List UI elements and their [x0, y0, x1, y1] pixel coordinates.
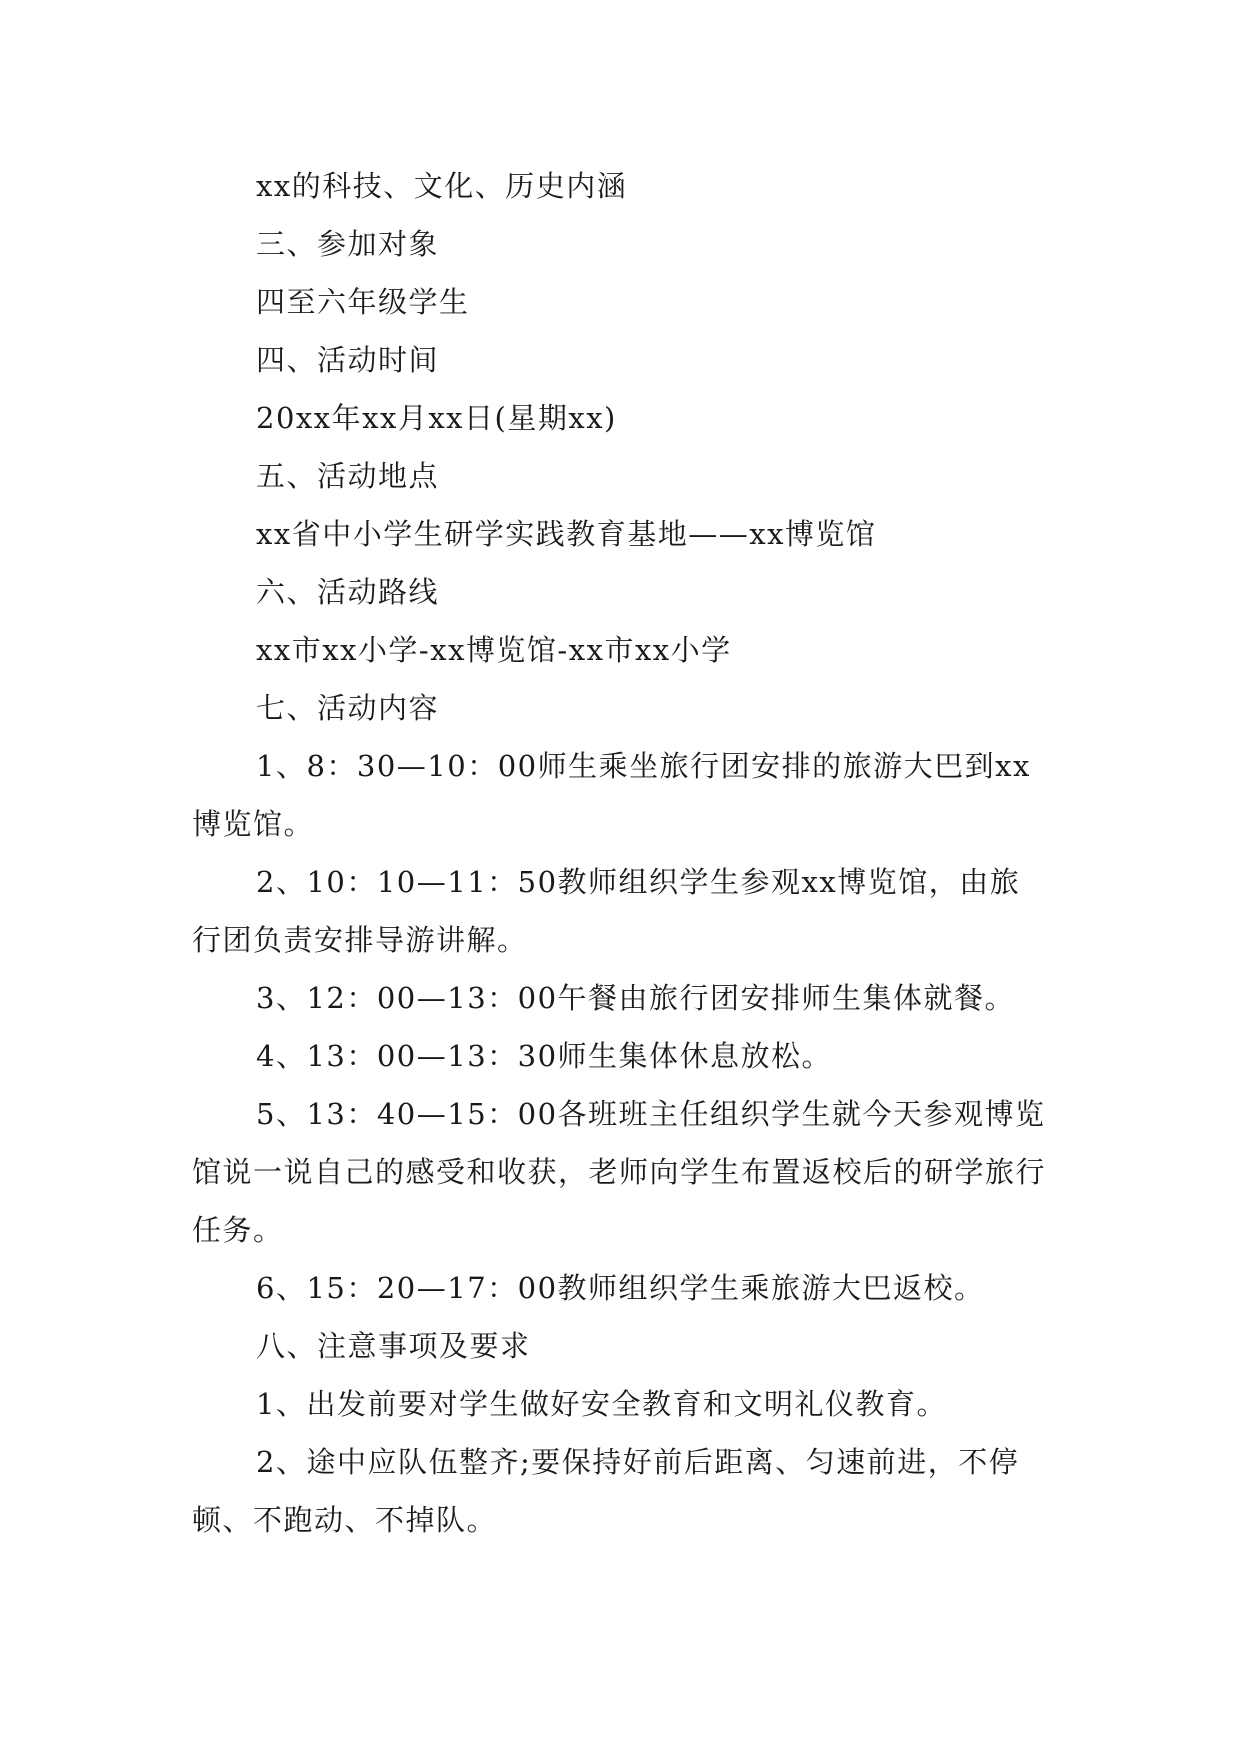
document-body: [192, 157, 1047, 1549]
paragraph: 20xx年xx月xx日(星期xx): [256, 401, 617, 435]
section-heading-content: 七、活动内容: [256, 691, 440, 725]
paragraph: xx市xx小学-xx博览馆-xx市xx小学: [256, 633, 732, 667]
schedule-item: 3、12：00—13：00午餐由旅行团安排师生集体就餐。: [256, 981, 1016, 1015]
schedule-item: 5、13：40—15：00各班班主任组织学生就今天参观博览馆说一说自己的感受和收获，老师向学生布置返校后的研学旅行任务。: [192, 1097, 1047, 1247]
section-heading-location: 五、活动地点: [256, 459, 440, 493]
schedule-item: 1、8：30—10：00师生乘坐旅行团安排的旅游大巴到xx博览馆。: [192, 749, 1031, 841]
schedule-item: 2、10：10—11：50教师组织学生参观xx博览馆，由旅行团负责安排导游讲解。: [192, 865, 1021, 957]
paragraph: 四至六年级学生: [256, 285, 470, 319]
schedule-item: 4、13：00—13：30师生集体休息放松。: [256, 1039, 833, 1073]
paragraph: xx的科技、文化、历史内涵: [256, 169, 628, 203]
note-item: 1、出发前要对学生做好安全教育和文明礼仪教育。: [256, 1387, 947, 1421]
section-heading-time: 四、活动时间: [256, 343, 440, 377]
section-heading-notes: 八、注意事项及要求: [256, 1329, 531, 1363]
section-heading-participants: 三、参加对象: [256, 227, 440, 261]
schedule-item: 6、15：20—17：00教师组织学生乘旅游大巴返校。: [256, 1271, 985, 1305]
paragraph: xx省中小学生研学实践教育基地——xx博览馆: [256, 517, 877, 551]
note-item: 2、途中应队伍整齐;要保持好前后距离、匀速前进，不停顿、不跑动、不掉队。: [192, 1445, 1020, 1537]
section-heading-route: 六、活动路线: [256, 575, 440, 609]
